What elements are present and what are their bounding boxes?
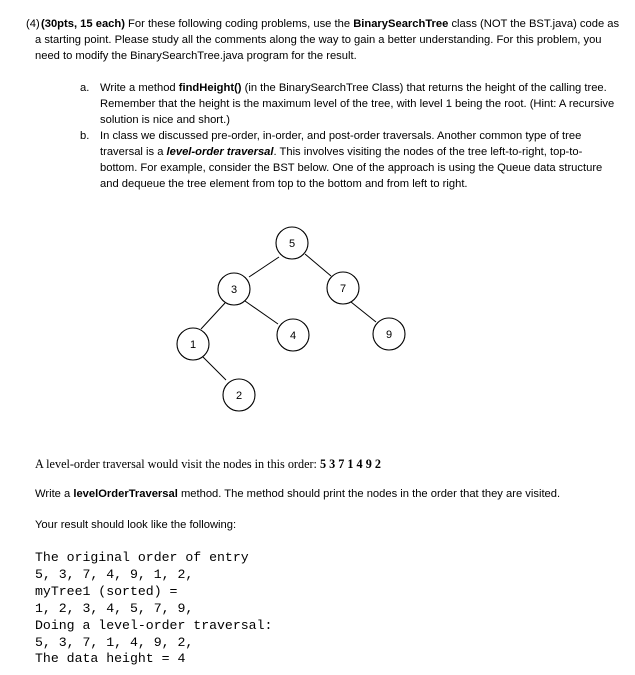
task-a-method: findHeight() — [178, 82, 242, 94]
problem-text-2: class (NOT the BST.java) code as a starting point. Please study all the comments along the way to gain a better understanding. For this problem, you need to modify the BinarySearchTree.java program for the result. — [35, 18, 620, 62]
edge-1-2 — [203, 357, 226, 380]
edge-5-3 — [249, 257, 279, 277]
output-line: 5, 3, 7, 4, 9, 1, 2, — [35, 566, 194, 582]
level-order-sequence: 5 3 7 1 4 9 2 — [319, 457, 381, 471]
task-a-post: (in the BinarySearchTree Class) that returns the height of the calling tree. Remember that the height is the maximum level of the tree, with level 1 being the root. (Hint: A recursive solution is nice and short.) — [100, 82, 615, 126]
class-name: BinarySearchTree — [353, 18, 449, 30]
tree-node-label: 9 — [385, 329, 393, 341]
level-order-label: A level-order traversal would visit the nodes in this order: — [35, 457, 320, 471]
write-method-instruction — [35, 488, 560, 500]
problem-number: (4) — [26, 18, 40, 30]
tree-node-label: 2 — [235, 390, 243, 402]
tree-node-label: 4 — [289, 330, 297, 342]
write-post: method. The method should print the nodes in the order that they are visited. — [177, 488, 561, 500]
edge-3-1 — [201, 303, 225, 329]
level-order-sentence — [35, 457, 381, 472]
output-line: The data height = 4 — [35, 651, 186, 667]
task-b-pre: In class we discussed pre-order, in-order, and post-order traversals. Another common type of tree traversal is a — [100, 130, 582, 158]
output-line: 5, 3, 7, 1, 4, 9, 2, — [35, 634, 194, 650]
edge-7-9 — [351, 302, 376, 322]
edge-3-4 — [245, 301, 278, 324]
task-a-pre: Write a method — [100, 82, 179, 94]
task-letter-b: b. — [80, 130, 90, 142]
task-b-term: level-order traversal — [166, 146, 274, 158]
output-line: Doing a level-order traversal: — [35, 617, 273, 633]
problem-points: (30pts, 15 each) — [41, 18, 125, 30]
tree-node-label: 5 — [288, 238, 296, 250]
sample-output — [35, 550, 272, 668]
result-intro: Your result should look like the following: — [35, 519, 237, 531]
task-letter-a: a. — [80, 82, 90, 94]
write-pre: Write a — [35, 488, 74, 500]
output-line: 1, 2, 3, 4, 5, 7, 9, — [35, 600, 194, 616]
tree-node-label: 1 — [189, 339, 197, 351]
output-line: The original order of entry — [35, 550, 249, 565]
task-b-post: . This involves visiting the nodes of the tree left-to-right, top-to-bottom. For example, consider the BST below. One of the approach is using the Queue data structure and dequeue the tree element from top to the bottom and from left to right. — [100, 146, 603, 190]
tree-node-label: 3 — [230, 284, 238, 296]
write-method-name: levelOrderTraversal — [73, 488, 178, 500]
problem-text-1: For these following coding problems, use the — [124, 18, 354, 30]
edge-5-7 — [305, 254, 331, 276]
tree-node-label: 7 — [339, 283, 347, 295]
output-line: myTree1 (sorted) = — [35, 583, 178, 599]
